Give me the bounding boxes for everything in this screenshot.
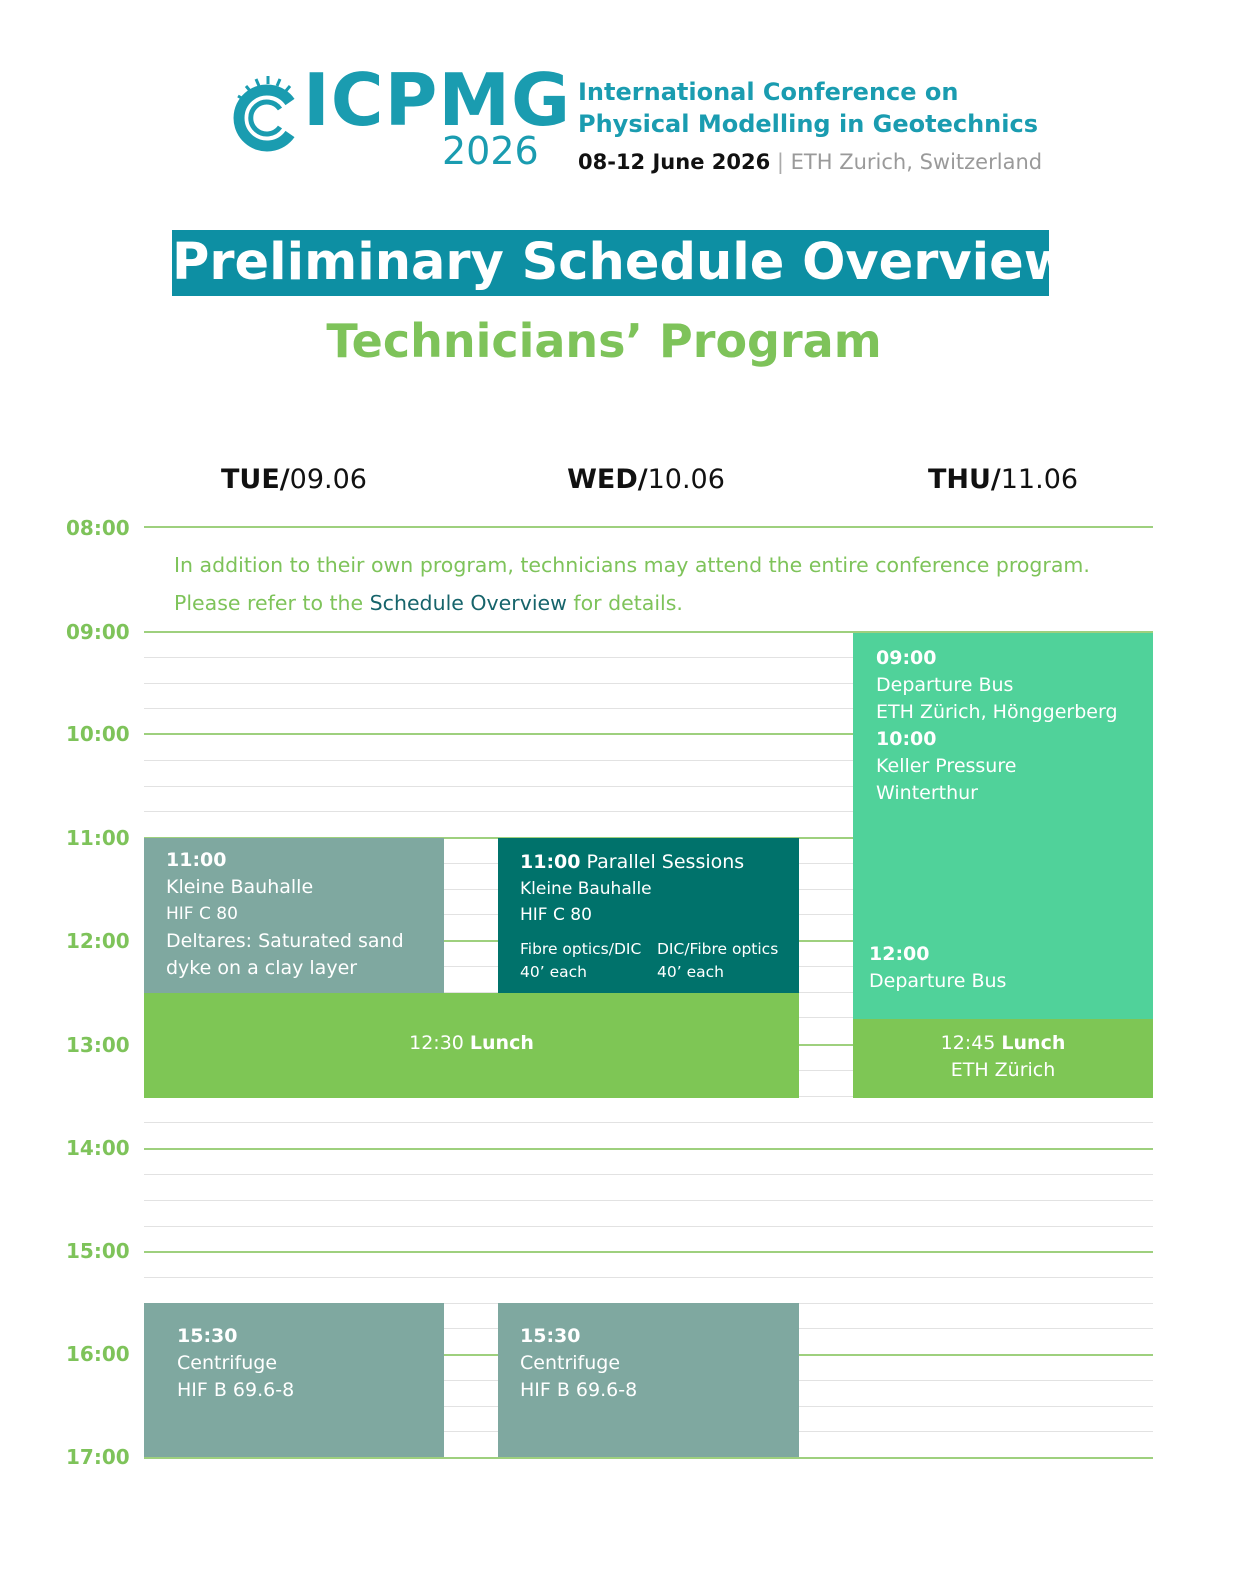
hour-label: 09:00 bbox=[66, 620, 130, 644]
hour-label: 13:00 bbox=[66, 1033, 130, 1057]
event-lunch-tue-wed[interactable] bbox=[144, 993, 799, 1098]
hour-label: 08:00 bbox=[66, 516, 130, 540]
day-header-wed: WED/10.06 bbox=[567, 464, 725, 495]
hour-label: 11:00 bbox=[66, 826, 130, 850]
event-room: HIF B 69.6-8 bbox=[520, 1379, 638, 1401]
session-b: DIC/Fibre optics 40’ each bbox=[657, 940, 779, 981]
grid-line bbox=[144, 1226, 1153, 1227]
hour-line bbox=[144, 1148, 1153, 1150]
event-wed-centrifuge[interactable] bbox=[498, 1303, 799, 1457]
excursion-return: 12:00 Departure Bus bbox=[869, 943, 1007, 992]
lunch-title: 12:45 Lunch bbox=[940, 1032, 1066, 1054]
conference-date-location bbox=[578, 152, 1042, 173]
conference-name-line2: Physical Modelling in Geotechnics bbox=[578, 110, 1038, 138]
session-a: Fibre optics/DIC 40’ each bbox=[520, 940, 642, 981]
grid-line bbox=[144, 1174, 1153, 1175]
event-place: Centrifuge bbox=[177, 1352, 278, 1374]
separator: | bbox=[776, 150, 784, 174]
hour-label: 17:00 bbox=[66, 1445, 130, 1469]
event-tue-centrifuge[interactable] bbox=[144, 1303, 444, 1457]
lunch-place: ETH Zürich bbox=[950, 1059, 1056, 1081]
event-room: HIF C 80 bbox=[166, 904, 238, 924]
logo-icon bbox=[228, 72, 308, 172]
hour-label: 12:00 bbox=[66, 929, 130, 953]
event-title: 11:00 Parallel Sessions bbox=[520, 851, 745, 873]
conference-dates: 08-12 June 2026 bbox=[578, 150, 771, 174]
hour-label: 10:00 bbox=[66, 722, 130, 746]
logo-wordmark: ICPMG bbox=[303, 58, 572, 142]
info-note-line1: In addition to their own program, technicians may attend the entire conference program. bbox=[174, 553, 1090, 577]
event-place: Kleine Bauhalle bbox=[520, 879, 652, 899]
hour-label: 15:00 bbox=[66, 1239, 130, 1263]
event-time: 15:30 bbox=[520, 1325, 581, 1347]
schedule-overview-link[interactable]: Schedule Overview bbox=[369, 591, 567, 615]
event-tue-kleine-bauhalle[interactable] bbox=[144, 838, 444, 993]
event-time: 11:00 bbox=[166, 849, 227, 871]
conference-location: ETH Zurich, Switzerland bbox=[790, 150, 1043, 174]
info-note bbox=[174, 546, 1154, 622]
grid-line bbox=[144, 1277, 1153, 1278]
grid-line bbox=[144, 1122, 1153, 1123]
event-room: HIF C 80 bbox=[520, 905, 592, 925]
lunch-label: Lunch bbox=[469, 1032, 534, 1054]
page-title: Preliminary Schedule Overview bbox=[172, 230, 1049, 296]
page-subtitle: Technicians’ Program bbox=[326, 314, 882, 368]
day-header-thu: THU/11.06 bbox=[927, 464, 1079, 495]
hour-label: 14:00 bbox=[66, 1136, 130, 1160]
event-wed-parallel-sessions[interactable] bbox=[498, 838, 799, 993]
event-description: Deltares: Saturated sand bbox=[166, 930, 404, 952]
excursion-departure: 09:00 Departure Bus ETH Zürich, Hönggerberg 10:00 Keller Pressure Winterthur bbox=[876, 647, 1118, 804]
event-place: Centrifuge bbox=[520, 1352, 621, 1374]
hour-line bbox=[144, 526, 1153, 528]
event-lunch-thu[interactable] bbox=[853, 1019, 1153, 1098]
lunch-time: 12:30 bbox=[409, 1032, 470, 1054]
hour-label: 16:00 bbox=[66, 1342, 130, 1366]
logo-year: 2026 bbox=[442, 129, 539, 173]
grid-line bbox=[144, 1200, 1153, 1201]
event-thu-excursion[interactable] bbox=[853, 633, 1153, 1019]
event-time: 15:30 bbox=[177, 1325, 238, 1347]
conference-name-line1: International Conference on bbox=[578, 78, 959, 106]
hour-line bbox=[144, 1457, 1153, 1459]
event-room: HIF B 69.6-8 bbox=[177, 1379, 295, 1401]
event-place: Kleine Bauhalle bbox=[166, 876, 314, 898]
day-header-tue: TUE/09.06 bbox=[221, 464, 367, 495]
hour-line bbox=[144, 1251, 1153, 1253]
event-description: dyke on a clay layer bbox=[166, 957, 358, 979]
info-note-line2: Please refer to the Schedule Overview for details. bbox=[174, 591, 683, 615]
